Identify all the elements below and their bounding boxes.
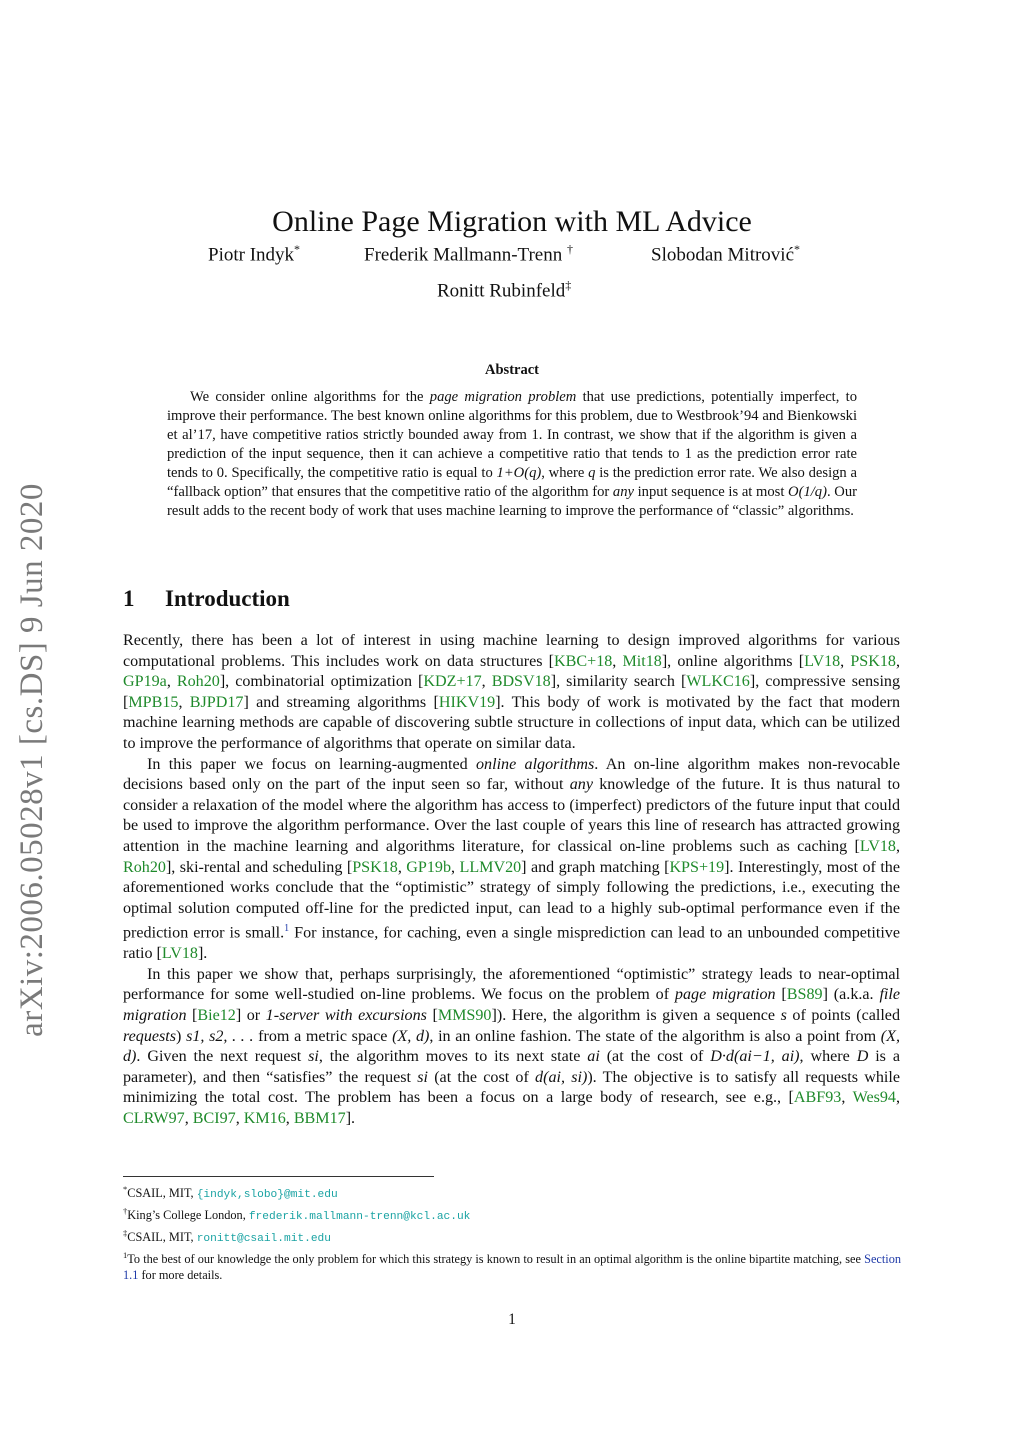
citation-link[interactable]: KBC+18 — [554, 652, 613, 670]
citation-link[interactable]: ABF93 — [793, 1089, 842, 1107]
abstract-text: We consider online algorithms for the page migration problem that use predictions, potentially imperfect, to improve their performance. The best known online algorithms for this problem, due to Westbrook’94 and Bienkowski et al’17, have competitive ratios strictly bounded away from 1. In contrast, we show that if the algorithm is given a prediction of the input sequence, then it can achieve a competitive ratio that tends to 1 as the prediction error rate tends to 0. Specifically, the competitive ratio is equal to 1+O(q), where q is the prediction error rate. We also design a “fallback option” that ensures that the competitive ratio of the algorithm for any input sequence is at most O(1/q). Our result adds to the recent body of work that uses machine learning to improve the performance of “classic” algorithms. — [167, 389, 857, 519]
citation-link[interactable]: PSK18 — [352, 858, 398, 876]
author-indyk: Piotr Indyk* — [208, 242, 301, 266]
citation-link[interactable]: LV18 — [859, 837, 896, 855]
section-1-1-link[interactable]: Section 1.1 — [123, 1252, 901, 1283]
footnote-1: $^1$To the best of our knowledge the only problem for which this strategy is known to result in an optimal algorithm is the online bipartite matching, see Section 1.1 for more details. — [123, 1250, 901, 1283]
citation-link[interactable]: BJPD17 — [189, 693, 244, 711]
citation-link[interactable]: BCI97 — [192, 1110, 236, 1128]
paragraph-2: In this paper we focus on learning-augmented online algorithms. An on-line algorithm makes non-revocable decisions based only on the part of the input seen so far, without any knowledge of the future. It is thus natural to consider a relaxation of the model where the algorithm has access to (imperfect) predictors of the future input that could be used to improve the algorithm performance. Over the last couple of years this line of research has attracted growing attention in the machine learning and algorithms literature, for classical on-line problems such as caching [LV18, Roh20], ski-rental and scheduling [PSK18, GP19b, LLMV20] and graph matching [KPS+19]. Interestingly, most of the aforementioned works conclude that the “optimistic” strategy of simply following the predictions, i.e., executing the optimal solution computed off-line for the predicted input, can lead to a highly sub-optimal performance even if the prediction error is small.$^1$ For instance, for caching, even a single misprediction can lead to an unbounded competitive ratio [LV18]. — [123, 755, 900, 963]
citation-link[interactable]: MMS90 — [437, 1007, 492, 1025]
citation-link[interactable]: BS89 — [786, 986, 823, 1004]
citation-link[interactable]: KDZ+17 — [423, 673, 482, 691]
email-link-indyk-slobo[interactable]: {indyk,slobo}@mit.edu — [196, 1189, 338, 1202]
footnote-affiliation-3: ‡CSAIL, MIT, ronitt@csail.mit.edu — [123, 1228, 331, 1246]
introduction-body — [123, 631, 900, 1130]
citation-link[interactable]: WLKC16 — [686, 673, 750, 691]
citation-link[interactable]: HIKV19 — [438, 693, 496, 711]
author-rubinfeld: Ronitt Rubinfeld‡ — [437, 278, 572, 302]
section-heading-introduction: 1 Introduction — [123, 586, 290, 611]
email-link-mallmann-trenn[interactable]: frederik.mallmann-trenn@kcl.ac.uk — [248, 1211, 471, 1224]
citation-link[interactable]: Roh20 — [176, 673, 220, 691]
paragraph-3: In this paper we show that, perhaps surprisingly, the aforementioned “optimistic” strategy leads to near-optimal performance for some well-studied on-line problems. We focus on the problem of page migration [BS89] (a.k.a. file migration [Bie12] or 1-server with excursions [MMS90]). Here, the algorithm is given a sequence s of points (called requests) s1, s2, . . . from a metric space (X, d), in an online fashion. The state of the algorithm is also a point from (X, d). Given the next request si, the algorithm moves to its next state ai (at the cost of D·d(ai−1, ai), where D is a parameter), and then “satisfies” the request si (at the cost of d(ai, si)). The objective is to satisfy all requests while minimizing the total cost. The problem has been a focus on a large body of research, see e.g., [ABF93, Wes94, CLRW97, BCI97, KM16, BBM17]. — [123, 965, 900, 1128]
page-number: 1 — [508, 1311, 516, 1328]
footnotes — [123, 1181, 901, 1283]
paper-title: Online Page Migration with ML Advice — [272, 205, 752, 239]
footnote-divider — [123, 1176, 434, 1177]
citation-link[interactable]: Bie12 — [197, 1007, 236, 1025]
citation-link[interactable]: MPB15 — [128, 693, 179, 711]
citation-link[interactable]: PSK18 — [850, 652, 896, 670]
citation-link[interactable]: Wes94 — [852, 1089, 896, 1107]
paragraph-1: Recently, there has been a lot of interest in using machine learning to design improved algorithms for various computational problems. This includes work on data structures [KBC+18, Mit18], online algorithms [LV18, PSK18, GP19a, Roh20], combinatorial optimization [KDZ+17, BDSV18], similarity search [WLKC16], compressive sensing [MPB15, BJPD17] and streaming algorithms [HIKV19]. This body of work is motivated by the fact that modern machine learning methods are capable of discovering subtle structure in collections of input data, which can be utilized to improve the performance of algorithms that operate on similar data. — [123, 632, 901, 752]
citation-link[interactable]: LLMV20 — [459, 858, 522, 876]
citation-link[interactable]: KPS+19 — [669, 858, 725, 876]
citation-link[interactable]: LV18 — [161, 945, 198, 963]
footnote-affiliation-1: *CSAIL, MIT, {indyk,slobo}@mit.edu — [123, 1184, 338, 1202]
footnote-affiliation-2: †King’s College London, frederik.mallmann-trenn@kcl.ac.uk — [123, 1206, 471, 1224]
author-mallmann-trenn: Frederik Mallmann-Trenn † — [364, 242, 573, 266]
citation-link[interactable]: KM16 — [243, 1110, 286, 1128]
citation-link[interactable]: GP19b — [406, 858, 452, 876]
citation-link[interactable]: BDSV18 — [491, 673, 551, 691]
citation-link[interactable]: LV18 — [804, 652, 841, 670]
email-link-rubinfeld[interactable]: ronitt@csail.mit.edu — [196, 1233, 331, 1246]
citation-link[interactable]: GP19a — [123, 673, 167, 691]
footnote-marker-1[interactable]: 1 — [284, 923, 290, 935]
citation-link[interactable]: Roh20 — [123, 858, 166, 876]
citation-link[interactable]: BBM17 — [293, 1110, 346, 1128]
citation-link[interactable]: CLRW97 — [123, 1110, 185, 1128]
abstract-heading: Abstract — [485, 362, 539, 378]
citation-link[interactable]: Mit18 — [622, 652, 662, 670]
author-mitrovic: Slobodan Mitrović* — [651, 242, 801, 266]
arxiv-identifier-stamp: arXiv:2006.05028v1 [cs.DS] 9 Jun 2020 — [14, 483, 50, 1037]
